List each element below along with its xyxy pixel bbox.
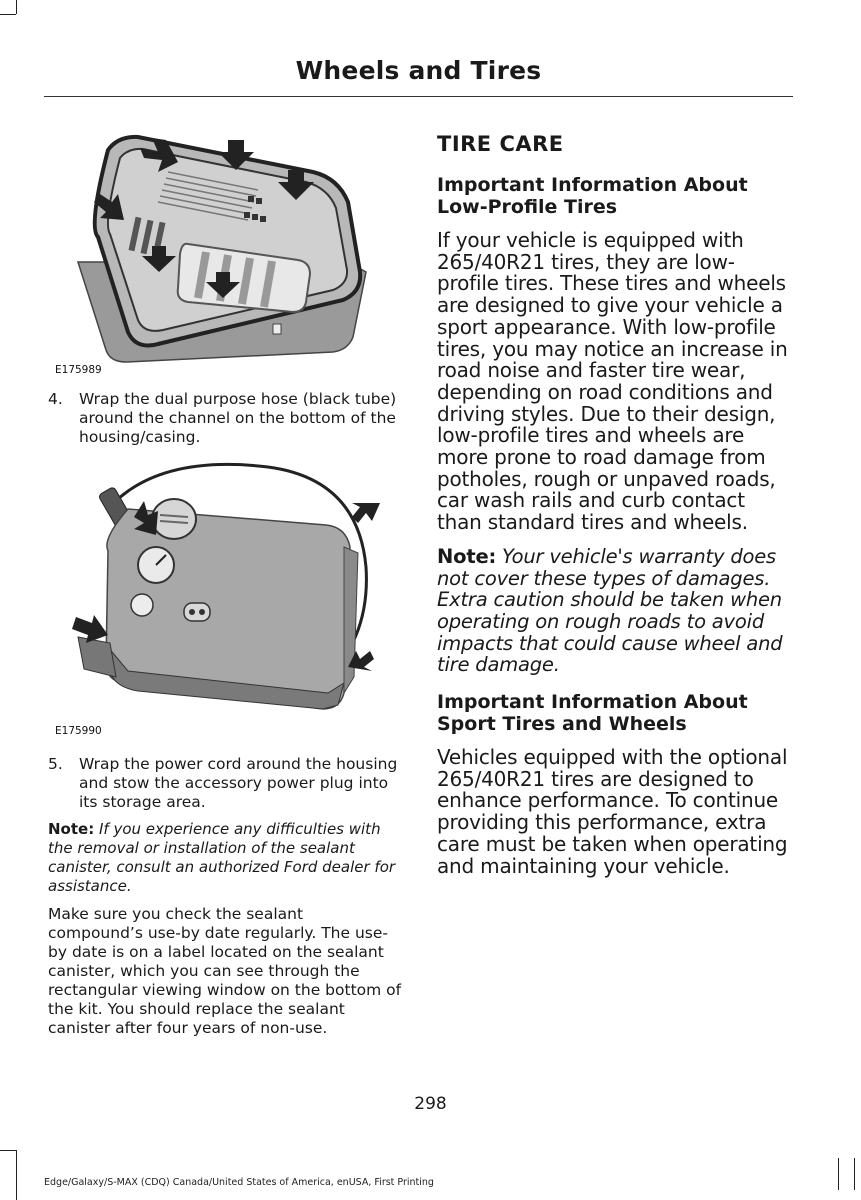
step-number: 4. [48,390,63,408]
step-text: Wrap the power cord around the housing and stow the accessory power plug into its storage area. [79,755,398,811]
note-label: Note: [437,544,497,568]
page-header [44,56,793,97]
figure-compressor [48,447,402,737]
note-sealant-help [48,820,402,896]
figure-code: E175989 [55,364,102,376]
note-label: Note: [48,820,95,838]
figure-sealant-canister [48,112,402,376]
left-column [48,112,402,1038]
crop-mark [838,1158,839,1190]
paragraph-use-by-date: Make sure you check the sealant compound’s use-by date regularly. The use-by date is on a label located on the sealant canister, which you can see through the rectangular viewing window on the bottom of the kit. You should replace the sealant canister after four years of non-use. [48,905,402,1037]
page-title: Wheels and Tires [295,56,542,85]
crop-mark [16,1150,17,1200]
paragraph-low-profile: If your vehicle is equipped with 265/40R21 tires, they are low-profile tires. These tires and wheels are designed to give your vehicle a sport appearance. With low-profile tires, you may notice an increase in road noise and faster tire wear, depending on road conditions and driving styles. Due to their design, low-profile tires and wheels are more prone to road damage from potholes, rough or unpaved roads, car wash rails and curb contact than standard tires and wheels. [437,228,788,535]
section-title: TIRE CARE [437,132,564,156]
note-text: If you experience any difficulties with the removal or installation of the sealant canister, consult an authorized Ford dealer for assistance. [48,820,396,895]
note-text: Your vehicle's warranty does not cover these types of damages. Extra caution should be taken when operating on rough roads to avoid impacts that could cause wheel and tire damage. [437,544,783,677]
page-number: 298 [414,1094,447,1114]
paragraph-sport-tires: Vehicles equipped with the optional 265/40R21 tires are designed to enhance performance. To continue providing this performance, extra care must be taken when operating and maintaining your vehicle. [437,745,788,878]
crop-mark [0,14,16,15]
right-column [437,132,791,889]
crop-mark [0,1150,16,1151]
step-4 [48,390,402,447]
step-text: Wrap the dual purpose hose (black tube) around the channel on the bottom of the housing/casing. [79,390,397,446]
subsection-title-low-profile: Important Information About Low-Profile Tires [437,174,748,218]
note-warranty [437,546,791,676]
step-number: 5. [48,755,63,773]
footer-text: Edge/Galaxy/S-MAX (CDQ) Canada/United States of America, enUSA, First Printing [44,1177,434,1188]
sealant-kit-bottom-illustration [48,112,402,366]
step-5 [48,755,402,812]
crop-mark [16,0,17,14]
crop-mark [854,1158,855,1190]
subsection-title-sport-tires: Important Information About Sport Tires and Wheels [437,691,748,736]
figure-code: E175990 [55,725,102,737]
compressor-illustration [48,447,402,723]
